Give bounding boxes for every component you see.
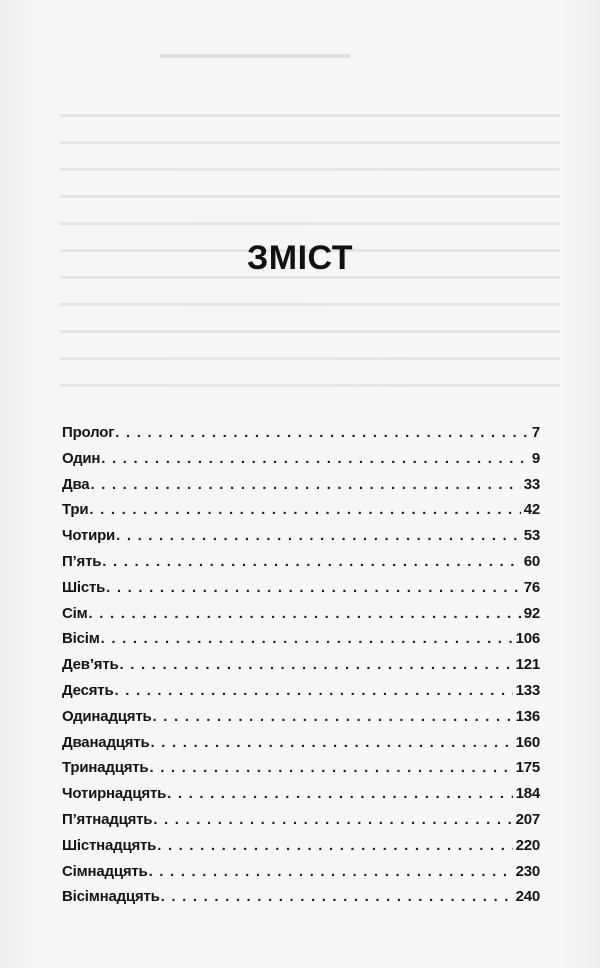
toc-entry-label: Шість xyxy=(62,578,106,596)
toc-entry xyxy=(62,730,540,756)
toc-entry xyxy=(62,652,540,678)
toc-entry xyxy=(62,704,540,730)
toc-entry-page: 175 xyxy=(515,759,540,777)
toc-entry xyxy=(62,859,540,885)
dot-leader xyxy=(149,755,512,781)
toc-entry-page: 136 xyxy=(515,707,540,725)
toc-entry-label: Дев’ять xyxy=(62,656,119,674)
toc-entry xyxy=(62,420,540,446)
dot-leader xyxy=(90,472,520,498)
toc-entry-label: П’ять xyxy=(62,552,102,570)
dot-leader xyxy=(167,781,512,807)
dot-leader xyxy=(114,678,512,704)
toc-entry-page: 230 xyxy=(515,862,540,880)
toc-entry-page: 76 xyxy=(523,578,540,596)
toc-entry-label: Чотири xyxy=(62,527,116,545)
toc-entry-label: Дванадцять xyxy=(62,733,150,751)
toc-entry-label: Один xyxy=(62,449,101,467)
table-of-contents xyxy=(62,420,540,910)
dot-leader xyxy=(151,730,513,756)
toc-entry-page: 207 xyxy=(515,810,540,828)
toc-entry-page: 33 xyxy=(523,475,540,493)
toc-entry-label: Чотирнадцять xyxy=(62,785,167,803)
toc-entry-label: Вісімнадцять xyxy=(62,888,160,906)
toc-entry xyxy=(62,446,540,472)
toc-entry xyxy=(62,833,540,859)
toc-entry-page: 121 xyxy=(515,656,540,674)
toc-entry xyxy=(62,575,540,601)
toc-entry-label: Одинадцять xyxy=(62,707,152,725)
toc-entry xyxy=(62,549,540,575)
toc-entry-label: Два xyxy=(62,475,90,493)
toc-entry-page: 53 xyxy=(523,527,540,545)
toc-entry xyxy=(62,755,540,781)
dot-leader xyxy=(157,833,512,859)
toc-entry-label: Десять xyxy=(62,681,114,699)
toc-entry-page: 7 xyxy=(531,424,540,441)
dot-leader xyxy=(106,575,521,601)
toc-entry xyxy=(62,781,540,807)
toc-entry xyxy=(62,884,540,910)
dot-leader xyxy=(153,807,512,833)
toc-entry xyxy=(62,523,540,549)
toc-entry-label: П’ятнадцять xyxy=(62,810,153,828)
dot-leader xyxy=(89,497,520,523)
toc-entry xyxy=(62,678,540,704)
toc-entry xyxy=(62,807,540,833)
toc-entry xyxy=(62,497,540,523)
dot-leader xyxy=(101,446,529,472)
dot-leader xyxy=(115,420,529,446)
toc-entry-label: Три xyxy=(62,501,89,519)
dot-leader xyxy=(161,884,513,910)
dot-leader xyxy=(102,549,520,575)
toc-entry-page: 133 xyxy=(515,681,540,699)
toc-entry xyxy=(62,601,540,627)
toc-entry-page: 106 xyxy=(515,630,540,648)
toc-entry-page: 92 xyxy=(523,604,540,622)
show-through-running-head xyxy=(160,54,350,58)
dot-leader xyxy=(116,523,521,549)
toc-entry xyxy=(62,626,540,652)
dot-leader xyxy=(149,859,513,885)
toc-entry-page: 9 xyxy=(531,449,540,467)
toc-title: ЗМІСТ xyxy=(246,238,354,277)
dot-leader xyxy=(101,626,513,652)
toc-entry-label: Шістнадцять xyxy=(62,836,157,854)
toc-entry-page: 60 xyxy=(523,552,540,570)
dot-leader xyxy=(120,652,513,678)
toc-entry-page: 160 xyxy=(515,733,540,751)
toc-entry-label: Сімнадцять xyxy=(62,862,148,880)
toc-entry xyxy=(62,472,540,498)
toc-entry-page: 184 xyxy=(515,785,540,803)
toc-entry-label: Вісім xyxy=(62,630,100,648)
toc-entry-page: 42 xyxy=(523,501,540,519)
toc-entry-label: Тринадцять xyxy=(62,759,149,777)
dot-leader xyxy=(89,601,521,627)
toc-entry-label: Сім xyxy=(62,604,88,622)
toc-entry-page: 240 xyxy=(515,888,540,906)
toc-entry-page: 220 xyxy=(515,836,540,854)
toc-entry-label: Пролог xyxy=(62,424,115,441)
dot-leader xyxy=(153,704,513,730)
